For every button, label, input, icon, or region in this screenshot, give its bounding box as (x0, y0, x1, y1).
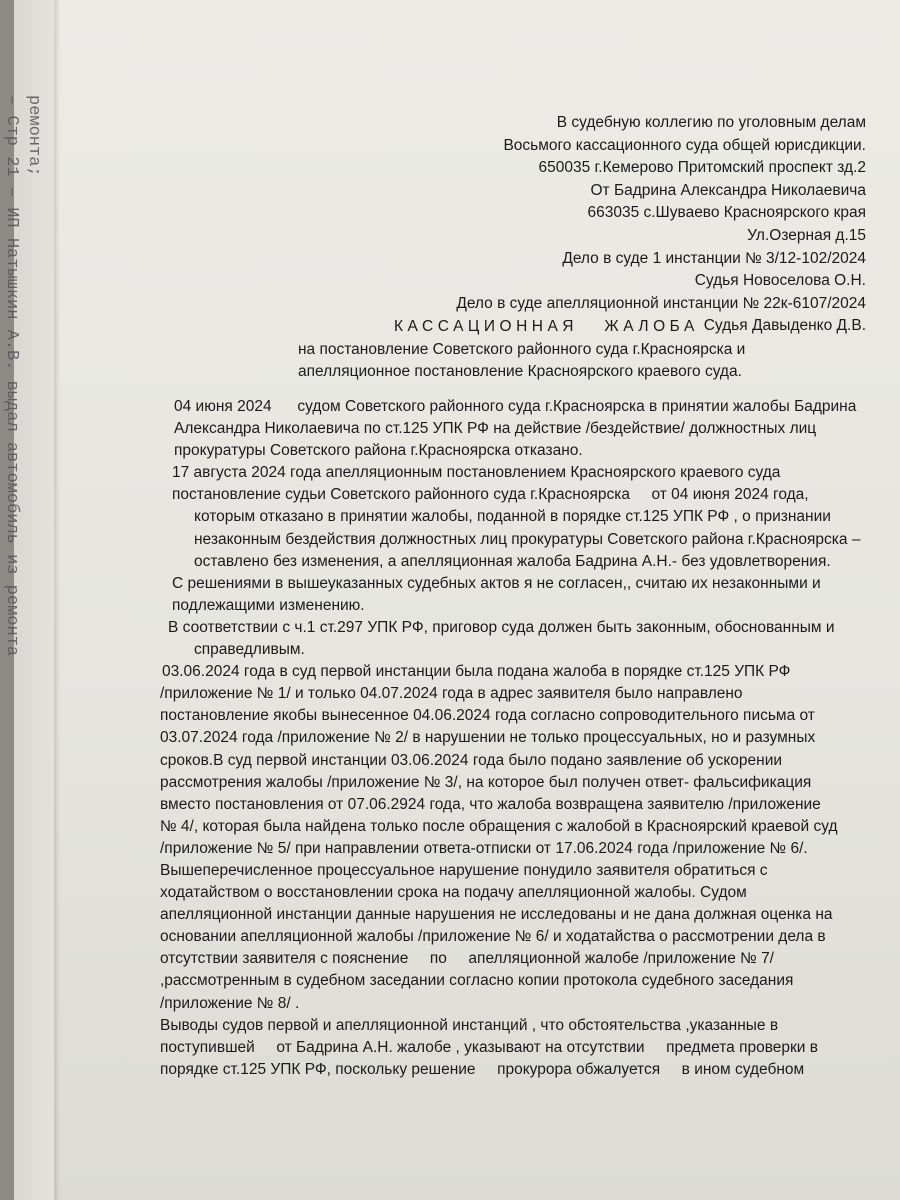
document-page (2, 0, 900, 1200)
addressee-line: 663035 с.Шуваево Красноярского края (587, 204, 866, 222)
body-line: прокуратуры Советского района г.Красноярска отказано. (174, 442, 583, 460)
addressee-line: Восьмого кассационного суда общей юрисдикции. (503, 136, 866, 154)
body-line: ,рассмотренным в судебном заседании согласно копии протокола судебного заседания (160, 972, 794, 990)
body-line: сроков.В суд первой инстанции 03.06.2024 года было подано заявление об ускорении (160, 751, 783, 769)
body-line: постановление якобы вынесенное 04.06.2024 года согласно сопроводительного письма от (160, 707, 815, 725)
body-line: постановление судьи Советского районного суда г.Красноярска от 04 июня 2024 года, (172, 486, 809, 504)
underlying-sheet (2, 0, 54, 1200)
addressee-block (456, 112, 866, 338)
underlying-sheet-text (0, 95, 44, 656)
body-line: 04 июня 2024 судом Советского районного суда г.Красноярска в принятии жалобы Бадрина (174, 398, 857, 415)
body-line: /приложение № 5/ при направлении ответа-отписки от 17.06.2024 года /приложение № 6/. (160, 839, 808, 857)
body-line: подлежащими изменению. (172, 596, 365, 614)
addressee-line: Дело в суде 1 инстанции № 3/12-102/2024 (562, 249, 866, 267)
body-line: апелляционной инстанции данные нарушения не исследованы и не дана должная оценка на (160, 906, 833, 924)
subtitle-line: на постановление Советского районного суда г.Красноярска и (298, 341, 746, 358)
body-line: поступившей от Бадрина А.Н. жалобе , указывают на отсутствии предмета проверки в (160, 1038, 818, 1056)
body-line: /приложение № 8/ . (160, 994, 300, 1012)
body-line: Вышеперечисленное процессуальное нарушение понудило заявителя обратиться с (160, 861, 768, 879)
body-line: основании апелляционной жалобы /приложение № 6/ и ходатайства о рассмотрении дела в (160, 928, 826, 946)
body-line: порядке ст.125 УПК РФ, поскольку решение прокурора обжалуется в ином судебном (160, 1060, 805, 1078)
underlying-line: – Стр 21 – ИП Натышкин А.В. выдал автомобиль из ремонта (2, 95, 21, 657)
body-line: рассмотрения жалобы /приложение № 3/, на которое был получен ответ- фальсификация (160, 773, 812, 791)
addressee-line: В судебную коллегию по уголовным делам (556, 114, 866, 131)
body-line: 03.07.2024 года /приложение № 2/ в нарушении не только процессуальных, но и разумных (160, 729, 816, 747)
document-subtitle (298, 339, 745, 383)
body-line: № 4/, которая была найдена только после обращения с жалобой в Красноярский краевой суд (160, 817, 838, 835)
body-line: Александра Николаевича по ст.125 УПК РФ на действие /бездействие/ должностных лиц (174, 420, 817, 438)
addressee-line: От Бадрина Александра Николаевича (590, 181, 866, 199)
body-line: вместо постановления от 07.06.2924 года, что жалоба возвращена заявителю /приложение (160, 795, 821, 813)
subtitle-line: апелляционное постановление Красноярского краевого суда. (298, 363, 742, 380)
body-line: Выводы судов первой и апелляционной инстанций , что обстоятельства ,указанные в (160, 1016, 779, 1034)
body-line: В соответствии с ч.1 ст.297 УПК РФ, приговор суда должен быть законным, обоснованным и (168, 618, 835, 636)
body-line: которым отказано в принятии жалобы, поданной в порядке ст.125 УПК РФ , о признании (194, 508, 831, 526)
document-title: КАССАЦИОННАЯ ЖАЛОБА (394, 318, 699, 335)
body-line: незаконным бездействия должностных лиц прокуратуры Советского района г.Красноярска – (194, 530, 861, 548)
body-line: оставлено без изменения, а апелляционная жалоба Бадрина А.Н.- без удовлетворения. (194, 552, 831, 570)
body-line: /приложение № 1/ и только 04.07.2024 года в адрес заявителя было направлено (160, 685, 743, 703)
addressee-line: Судья Давыденко Д.В. (703, 317, 866, 335)
document-body (160, 396, 900, 1081)
body-line: ходатайством о восстановлении срока на подачу апелляционной жалобы. Судом (160, 884, 747, 902)
body-line: 03.06.2024 года в суд первой инстанции была подана жалоба в порядке ст.125 УПК РФ (162, 663, 791, 681)
addressee-line: Дело в суде апелляционной инстанции № 22к-6107/2024 (456, 294, 866, 312)
addressee-line: Судья Новоселова О.Н. (694, 272, 866, 290)
addressee-line: Ул.Озерная д.15 (747, 226, 866, 244)
underlying-line: ремонта; (24, 95, 43, 177)
addressee-line: 650035 г.Кемерово Притомский проспект зд.2 (538, 159, 866, 177)
sheet-edge-shadow (54, 0, 60, 1200)
body-line: 17 августа 2024 года апелляционным постановлением Красноярского краевого суда (172, 464, 781, 482)
body-line: справедливым. (194, 641, 305, 659)
body-line: С решениями в вышеуказанных судебных актов я не согласен,, считаю их незаконными и (172, 574, 821, 592)
body-line: отсутствии заявителя с пояснение по апелляционной жалобе /приложение № 7/ (160, 950, 774, 968)
